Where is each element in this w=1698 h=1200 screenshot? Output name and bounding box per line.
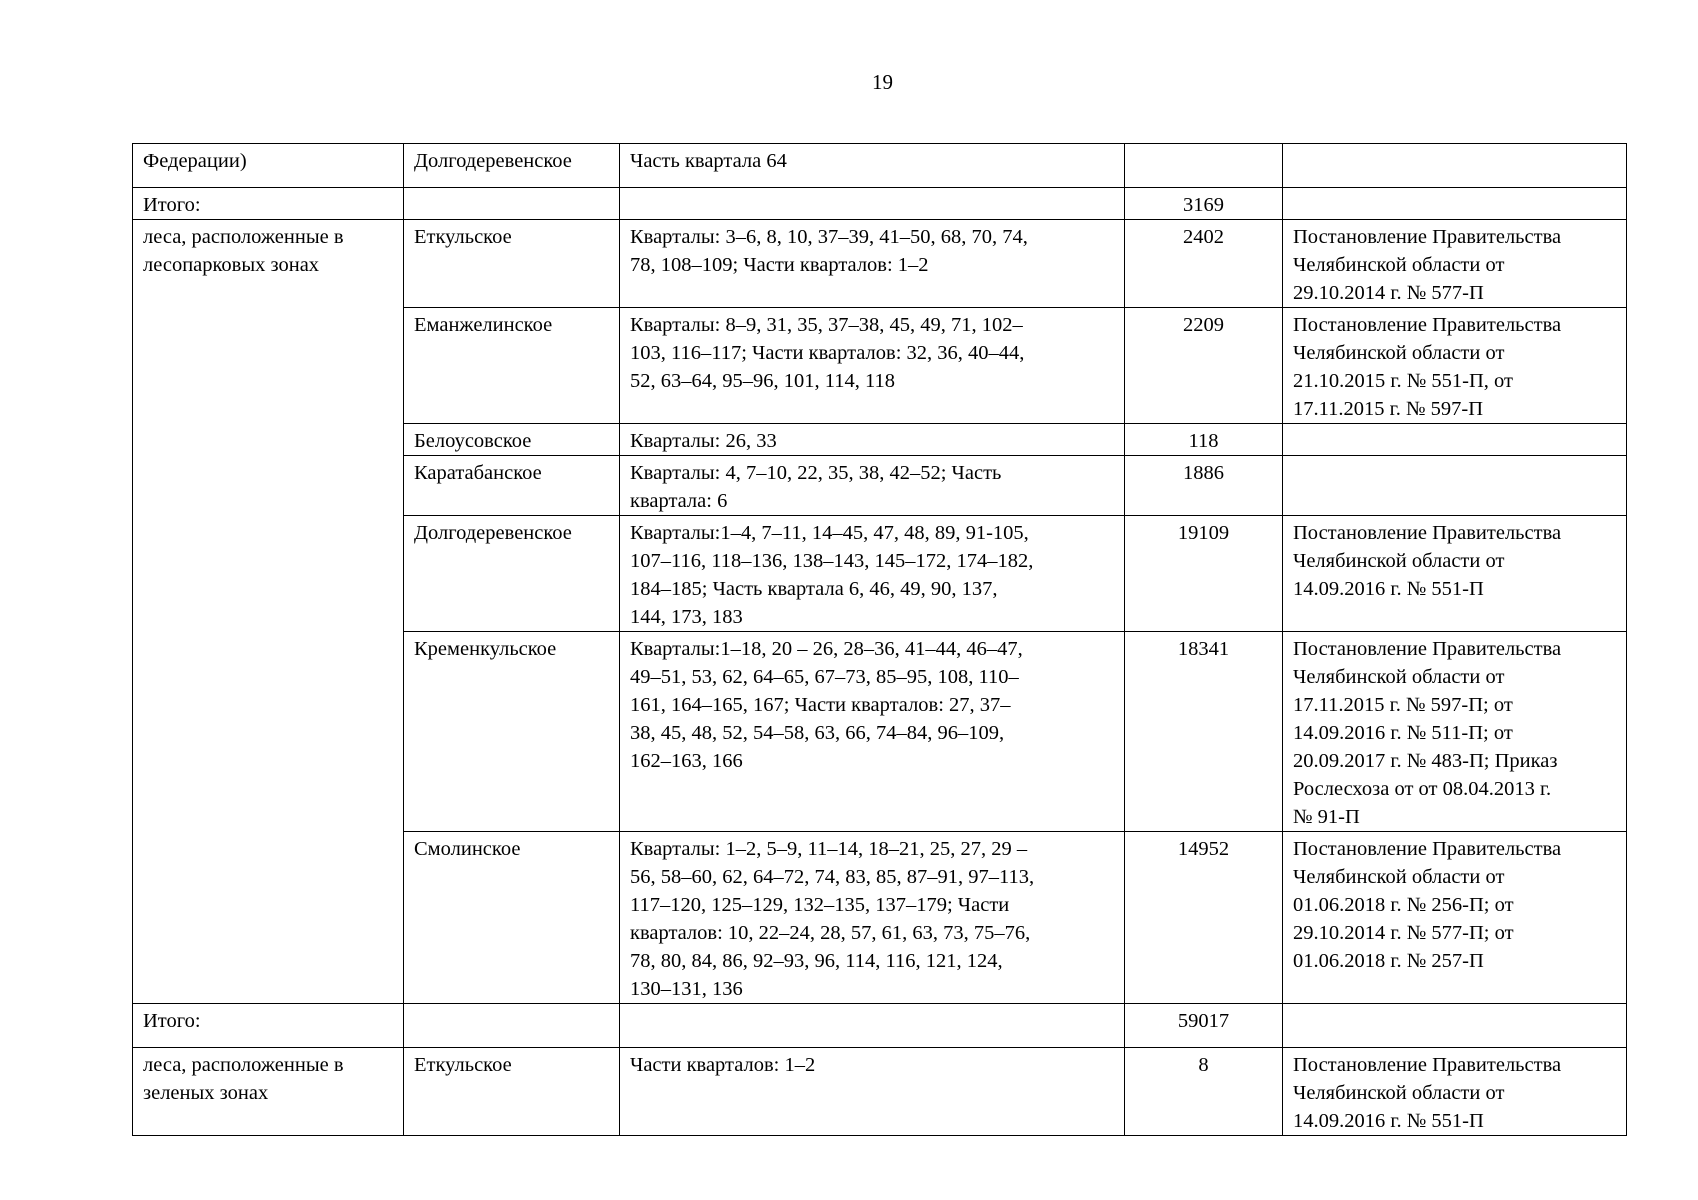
quarters-cell: Кварталы: 8–9, 31, 35, 37–38, 45, 49, 71, 102– 103, 116–117; Части кварталов: 32, 36, 40–44, 52, 63–64, 95–96, 101, 114, 118 <box>620 308 1125 424</box>
quarters-cell <box>620 1004 1125 1048</box>
area-cell: 19109 <box>1125 516 1283 632</box>
quarters-cell: Кварталы: 4, 7–10, 22, 35, 38, 42–52; Часть квартала: 6 <box>620 456 1125 516</box>
category-cell: леса, расположенные в зеленых зонах <box>133 1048 404 1136</box>
document-cell <box>1283 188 1627 220</box>
document-cell: Постановление Правительства Челябинской области от 21.10.2015 г. № 551-П, от 17.11.2015 г. № 597-П <box>1283 308 1627 424</box>
area-cell: 14952 <box>1125 832 1283 1004</box>
area-cell: 8 <box>1125 1048 1283 1136</box>
quarters-cell: Кварталы: 26, 33 <box>620 424 1125 456</box>
forestry-cell: Смолинское <box>404 832 620 1004</box>
category-cell: Итого: <box>133 188 404 220</box>
quarters-cell: Кварталы: 3–6, 8, 10, 37–39, 41–50, 68, 70, 74, 78, 108–109; Части кварталов: 1–2 <box>620 220 1125 308</box>
forestry-cell: Долгодеревенское <box>404 144 620 188</box>
area-cell: 2402 <box>1125 220 1283 308</box>
document-cell <box>1283 456 1627 516</box>
page-number: 19 <box>872 70 893 94</box>
area-cell: 2209 <box>1125 308 1283 424</box>
area-cell: 118 <box>1125 424 1283 456</box>
area-cell: 1886 <box>1125 456 1283 516</box>
area-cell: 59017 <box>1125 1004 1283 1048</box>
document-cell: Постановление Правительства Челябинской области от 01.06.2018 г. № 256-П; от 29.10.2014 г. № 577-П; от 01.06.2018 г. № 257-П <box>1283 832 1627 1004</box>
table-row <box>133 1004 1627 1048</box>
document-cell <box>1283 1004 1627 1048</box>
table-row <box>133 144 1627 188</box>
table-row <box>133 188 1627 220</box>
forestry-cell: Еткульское <box>404 220 620 308</box>
document-cell: Постановление Правительства Челябинской области от 14.09.2016 г. № 551-П <box>1283 1048 1627 1136</box>
quarters-cell: Части кварталов: 1–2 <box>620 1048 1125 1136</box>
table-row <box>133 1048 1627 1136</box>
quarters-cell: Часть квартала 64 <box>620 144 1125 188</box>
document-cell: Постановление Правительства Челябинской области от 17.11.2015 г. № 597-П; от 14.09.2016 г. № 511-П; от 20.09.2017 г. № 483-П; Приказ Рослесхоза от от 08.04.2013 г. № 91-П <box>1283 632 1627 832</box>
document-cell: Постановление Правительства Челябинской области от 29.10.2014 г. № 577-П <box>1283 220 1627 308</box>
document-cell <box>1283 144 1627 188</box>
forestry-cell: Белоусовское <box>404 424 620 456</box>
quarters-cell <box>620 188 1125 220</box>
document-cell: Постановление Правительства Челябинской области от 14.09.2016 г. № 551-П <box>1283 516 1627 632</box>
area-cell <box>1125 144 1283 188</box>
category-cell: леса, расположенные в лесопарковых зонах <box>133 220 404 1004</box>
forestry-cell: Еткульское <box>404 1048 620 1136</box>
quarters-cell: Кварталы:1–18, 20 – 26, 28–36, 41–44, 46–47, 49–51, 53, 62, 64–65, 67–73, 85–95, 108, 110– 161, 164–165, 167; Части кварталов: 27, 37– 38, 45, 48, 52, 54–58, 63, 66, 74–84, 96–109, 162–163, 166 <box>620 632 1125 832</box>
area-cell: 3169 <box>1125 188 1283 220</box>
quarters-cell: Кварталы:1–4, 7–11, 14–45, 47, 48, 89, 91-105, 107–116, 118–136, 138–143, 145–172, 174–182, 184–185; Часть квартала 6, 46, 49, 90, 137, 144, 173, 183 <box>620 516 1125 632</box>
quarters-cell: Кварталы: 1–2, 5–9, 11–14, 18–21, 25, 27, 29 – 56, 58–60, 62, 64–72, 74, 83, 85, 87–91, 97–113, 117–120, 125–129, 132–135, 137–179; Части кварталов: 10, 22–24, 28, 57, 61, 63, 73, 75–76, 78, 80, 84, 86, 92–93, 96, 114, 116, 121, 124, 130–131, 136 <box>620 832 1125 1004</box>
category-cell: Итого: <box>133 1004 404 1048</box>
table-row <box>133 220 1627 308</box>
area-cell: 18341 <box>1125 632 1283 832</box>
forestry-cell: Каратабанское <box>404 456 620 516</box>
forestry-cell: Кременкульское <box>404 632 620 832</box>
forestry-cell <box>404 188 620 220</box>
forestry-cell: Еманжелинское <box>404 308 620 424</box>
forestry-cell <box>404 1004 620 1048</box>
category-cell: Федерации) <box>133 144 404 188</box>
forestry-cell: Долгодеревенское <box>404 516 620 632</box>
forest-table <box>132 143 1627 1136</box>
document-cell <box>1283 424 1627 456</box>
